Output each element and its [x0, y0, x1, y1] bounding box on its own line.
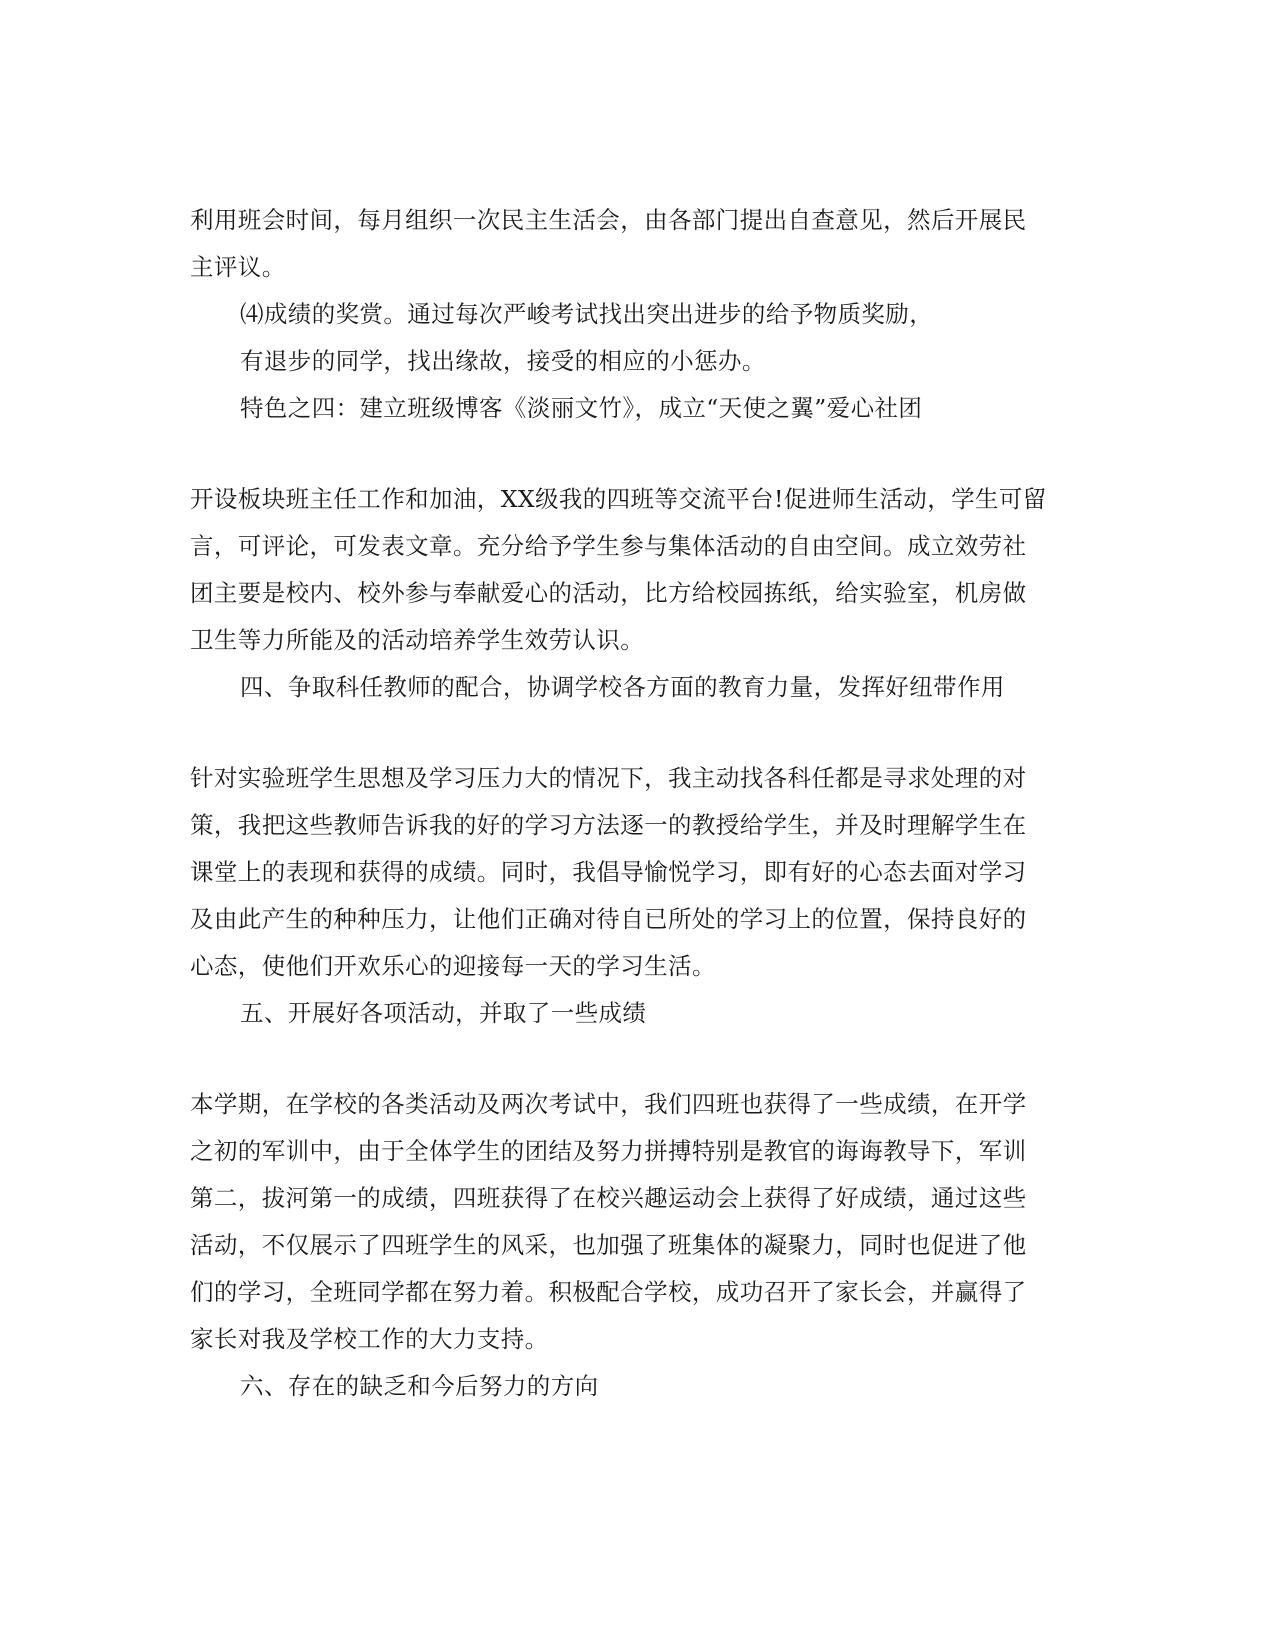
text-line: 针对实验班学生思想及学习压力大的情况下，我主动找各科任都是寻求处理的对	[190, 764, 1027, 792]
section-heading: 特色之四：建立班级博客《淡丽文竹》，成立“天使之翼”爱心社团	[240, 394, 923, 422]
text-line: 开设板块班主任工作和加油，XX级我的四班等交流平台!促进师生活动，学生可留	[190, 485, 1047, 513]
section-heading: 四、争取科任教师的配合，协调学校各方面的教育力量，发挥好纽带作用	[240, 673, 1005, 701]
text-line: 活动，不仅展示了四班学生的风采，也加强了班集体的凝聚力，同时也促进了他	[190, 1231, 1027, 1259]
text-line: 心态，使他们开欢乐心的迎接每一天的学习生活。	[190, 952, 716, 980]
text-line: 本学期，在学校的各类活动及两次考试中，我们四班也获得了一些成绩，在开学	[190, 1090, 1027, 1118]
text-line: 卫生等力所能及的活动培养学生效劳认识。	[190, 626, 645, 654]
text-line: 课堂上的表现和获得的成绩。同时，我倡导愉悦学习，即有好的心态去面对学习	[190, 858, 1027, 886]
text-line: 策，我把这些教师告诉我的好的学习方法逐一的教授给学生，并及时理解学生在	[190, 811, 1027, 839]
section-heading: 五、开展好各项活动，并取了一些成绩	[240, 999, 647, 1027]
section-heading: 六、存在的缺乏和今后努力的方向	[240, 1372, 599, 1400]
text-line: 有退步的同学，找出缘故，接受的相应的小惩办。	[240, 347, 766, 375]
text-line: 之初的军训中，由于全体学生的团结及努力拼搏特别是教官的诲诲教导下，军训	[190, 1137, 1027, 1165]
text-line: 言，可评论，可发表文章。充分给予学生参与集体活动的自由空间。成立效劳社	[190, 532, 1027, 560]
text-line: 主评议。	[190, 253, 286, 281]
text-line: ⑷成绩的奖赏。通过每次严峻考试找出突出进步的给予物质奖励，	[240, 300, 934, 328]
text-line: 利用班会时间，每月组织一次民主生活会，由各部门提出自查意见，然后开展民	[190, 206, 1027, 234]
text-line: 们的学习，全班同学都在努力着。积极配合学校，成功召开了家长会，并赢得了	[190, 1278, 1027, 1306]
text-line: 家长对我及学校工作的大力支持。	[190, 1325, 549, 1353]
text-line: 第二，拔河第一的成绩，四班获得了在校兴趣运动会上获得了好成绩，通过这些	[190, 1184, 1027, 1212]
text-line: 团主要是校内、校外参与奉献爱心的活动，比方给校园拣纸，给实验室，机房做	[190, 579, 1027, 607]
text-line: 及由此产生的种种压力，让他们正确对待自已所处的学习上的位置，保持良好的	[190, 905, 1027, 933]
